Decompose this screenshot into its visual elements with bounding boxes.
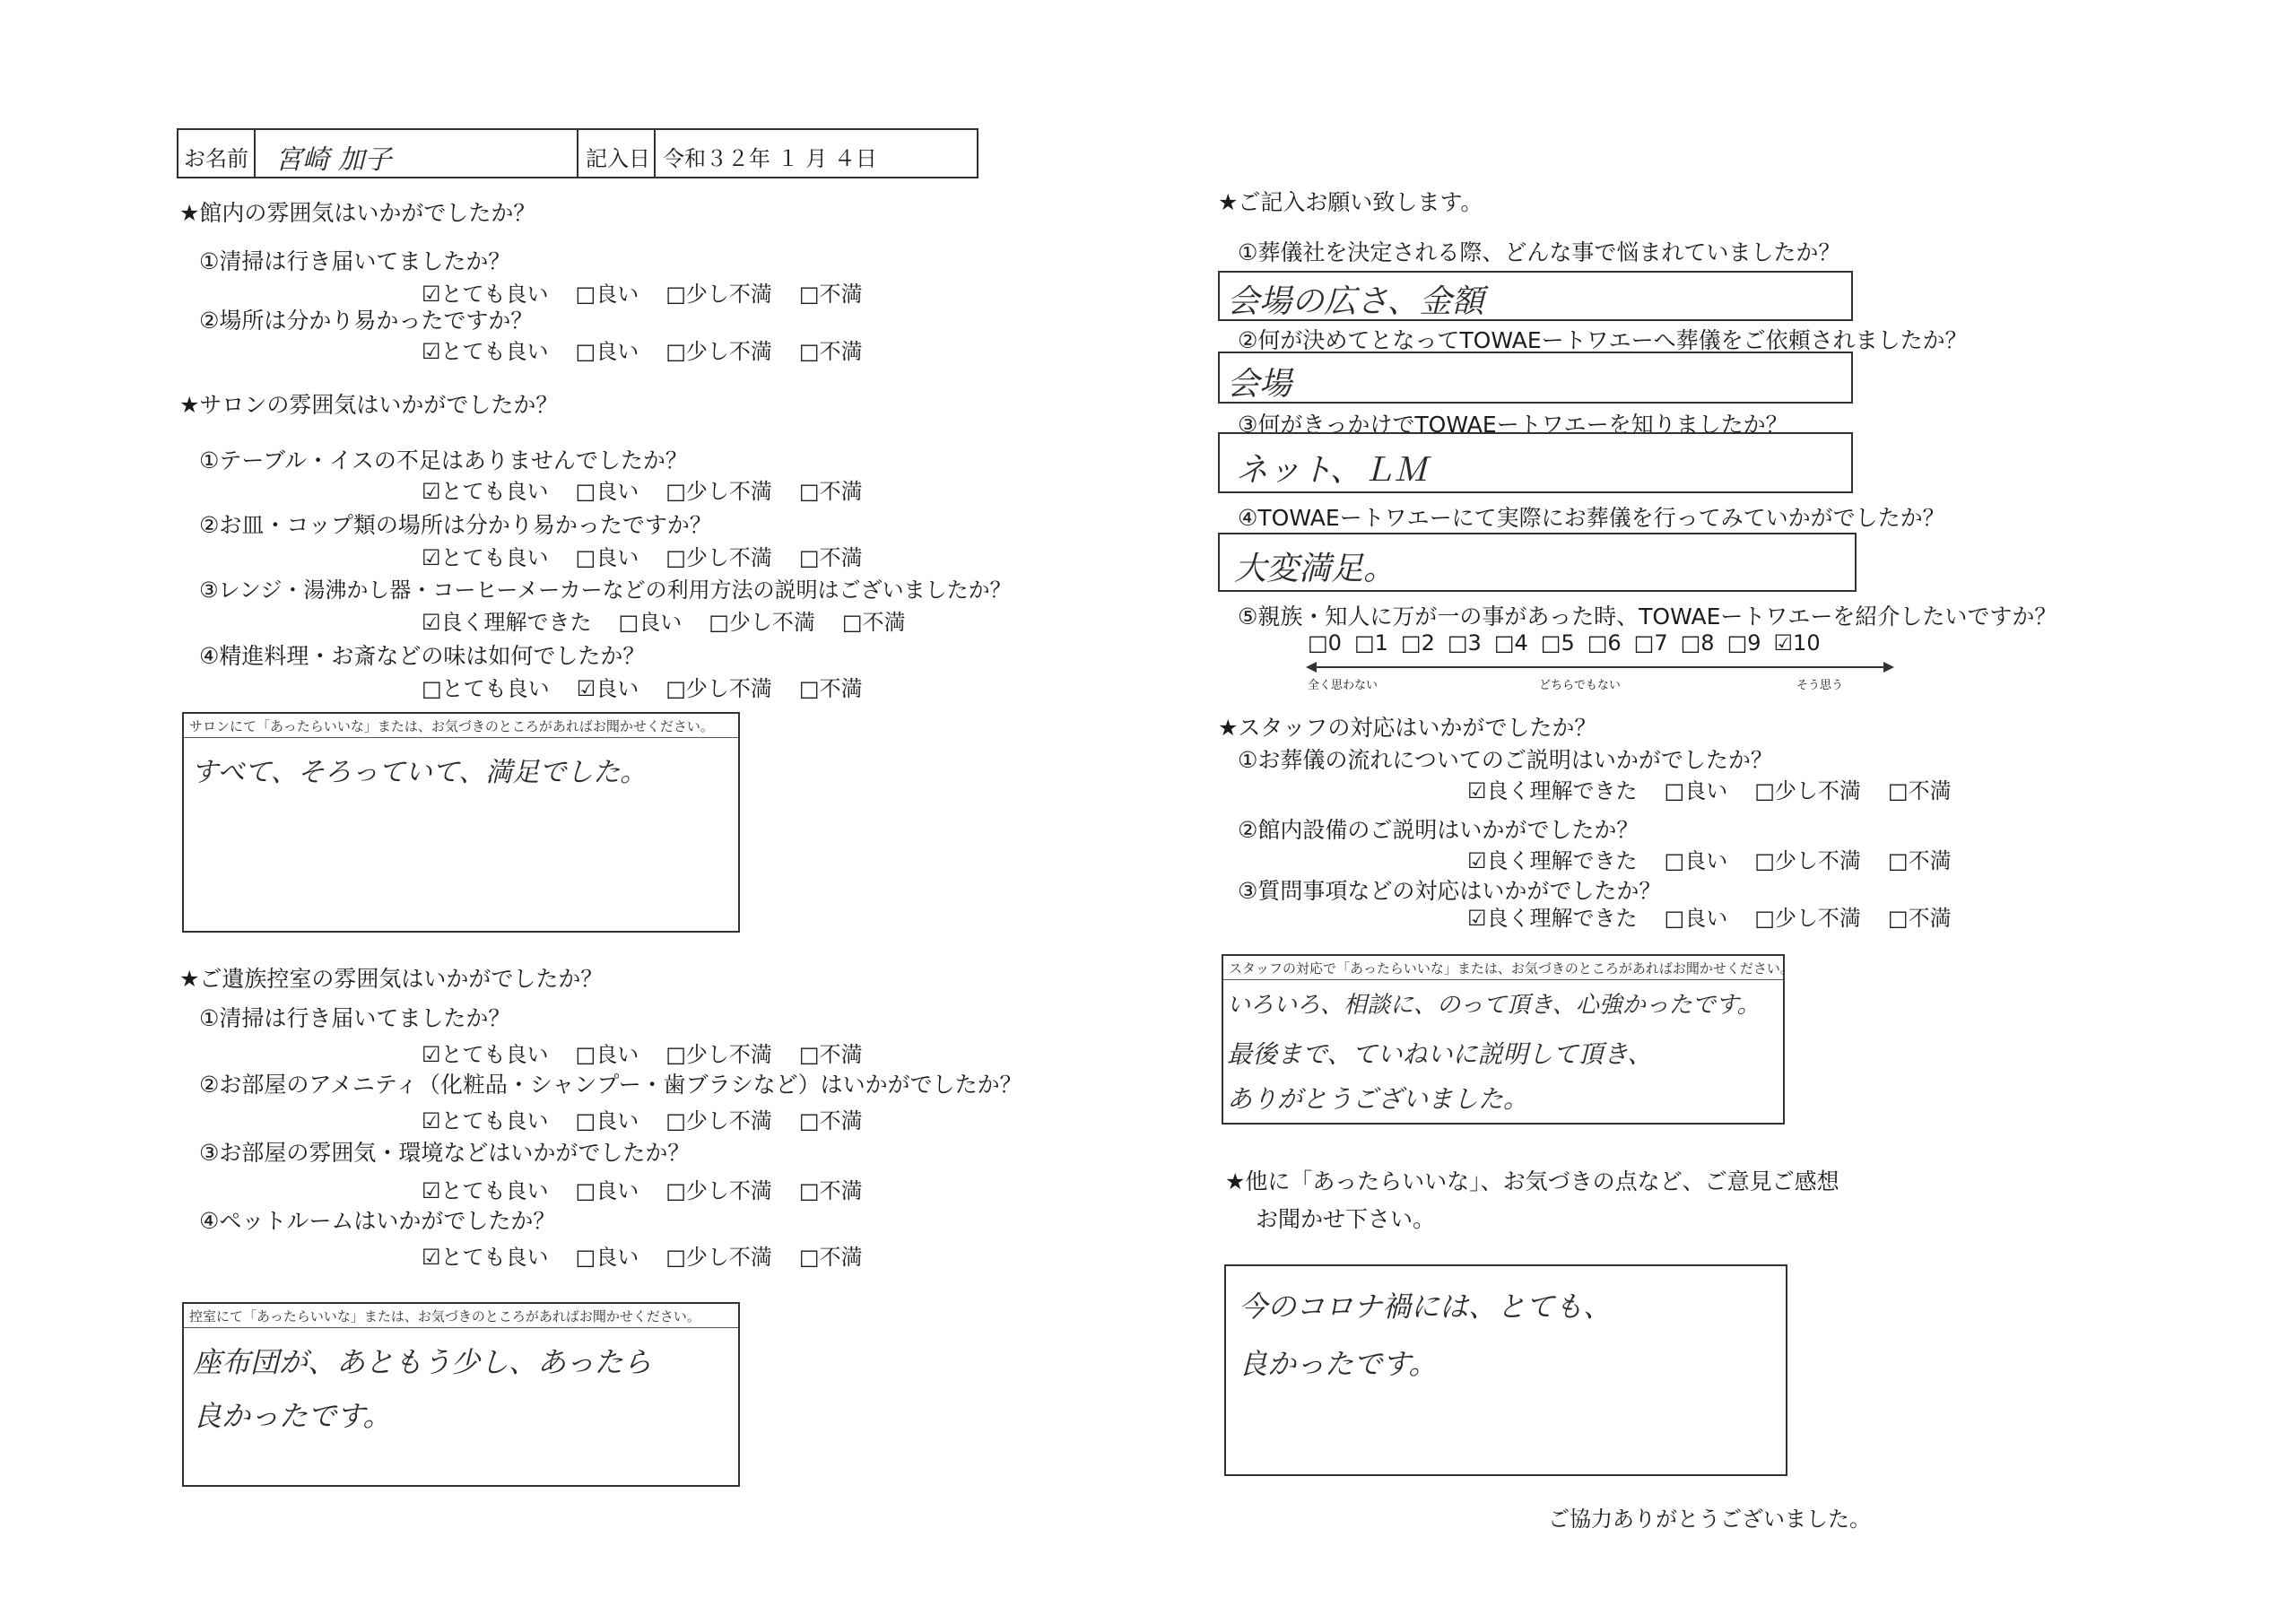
option[interactable]: ☑良い (576, 676, 639, 701)
option[interactable]: □少し不満 (1754, 778, 1861, 803)
staff-q2-answers (1467, 843, 1979, 874)
family-q1-answers (422, 1037, 890, 1068)
option[interactable]: □不満 (798, 545, 863, 570)
option[interactable]: □少し不満 (665, 1178, 772, 1203)
staff-q2: ②館内設備のご説明はいかがでしたか？ (1238, 817, 1639, 843)
salon-q1: ①テーブル・イスの不足はありませんでしたか？ (199, 447, 688, 473)
option[interactable]: □不満 (841, 610, 906, 635)
option[interactable]: □不満 (798, 1245, 863, 1270)
option[interactable]: □不満 (798, 1178, 863, 1203)
scale-option[interactable]: ☑10 (1773, 630, 1821, 656)
caption-divider (184, 1327, 738, 1328)
family-q4-answers (422, 1239, 890, 1271)
salon-q4: ④精進料理・お斎などの味は如何でしたか？ (199, 643, 646, 669)
option[interactable]: □少し不満 (665, 1245, 772, 1270)
scale-option[interactable]: □0 (1308, 630, 1342, 656)
option[interactable]: ☑とても良い (422, 1178, 549, 1203)
salon-q2-answers (422, 540, 890, 571)
salon-comment-text: すべて、そろっていて、満足でした。 (191, 757, 648, 788)
option[interactable]: □少し不満 (665, 676, 772, 701)
staff-section-title: ★スタッフの対応はいかがでしたか？ (1218, 715, 1597, 741)
arrow-left-icon (1306, 662, 1317, 673)
scale-option[interactable]: □9 (1726, 630, 1761, 656)
option[interactable]: ☑とても良い (422, 479, 549, 504)
other-comment-line1: 今のコロナ禍には、とても、 (1239, 1290, 1613, 1324)
option[interactable]: □不満 (798, 1108, 863, 1133)
option[interactable]: □良い (1664, 778, 1728, 803)
request-a2-box[interactable] (1218, 352, 1853, 404)
option[interactable]: □不満 (1887, 778, 1952, 803)
salon-q3-answers (422, 604, 933, 636)
family-q2-answers (422, 1103, 890, 1134)
hall-q2-answers (422, 334, 890, 365)
option[interactable]: □少し不満 (709, 610, 815, 635)
caption-divider (184, 737, 738, 738)
recommend-scale (1308, 630, 1900, 692)
staff-comment-box[interactable] (1222, 954, 1794, 1125)
option[interactable]: □不満 (798, 479, 863, 504)
staff-q1-answers (1467, 773, 1979, 804)
salon-comment-caption: サロンにて「あったらいいな」または、お気づきのところがあればお聞かせください。 (189, 718, 714, 734)
salon-q1-answers (422, 473, 890, 505)
option[interactable]: ☑良く理解できた (1467, 778, 1638, 803)
request-a3-box[interactable] (1218, 432, 1853, 493)
scale-option[interactable]: □7 (1633, 630, 1668, 656)
option[interactable]: □良い (1664, 906, 1728, 931)
option[interactable]: □良い (575, 339, 639, 364)
option[interactable]: □良い (575, 479, 639, 504)
scale-option[interactable]: □4 (1493, 630, 1528, 656)
name-label: お名前 (184, 146, 248, 171)
other-comment-box[interactable] (1224, 1264, 1787, 1476)
salon-q3: ③レンジ・湯沸かし器・コーヒーメーカーなどの利用方法の説明はございましたか？ (199, 578, 1012, 603)
option[interactable]: ☑良く理解できた (1467, 848, 1638, 873)
option[interactable]: □良い (575, 1178, 639, 1203)
header-table (177, 128, 978, 178)
scale-option[interactable]: □2 (1400, 630, 1435, 656)
salon-section-title: ★サロンの雰囲気はいかがでしたか？ (179, 392, 559, 418)
staff-comment-line2: 最後まで、ていねいに説明して頂き、 (1227, 1039, 1653, 1069)
scale-label-mid: どちらでもない (1539, 679, 1621, 692)
option[interactable]: □少し不満 (665, 1108, 772, 1133)
option[interactable]: ☑とても良い (422, 1108, 549, 1133)
option[interactable]: ☑良く理解できた (1467, 906, 1638, 931)
staff-q1: ①お葬儀の流れについてのご説明はいかがでしたか？ (1238, 747, 1773, 773)
hall-q2: ②場所は分かり易かったですか？ (199, 308, 534, 334)
request-a2: 会場 (1227, 366, 1292, 403)
option[interactable]: ☑とても良い (422, 339, 549, 364)
scale-option[interactable]: □3 (1447, 630, 1482, 656)
option[interactable]: □良い (575, 1245, 639, 1270)
option[interactable]: □不満 (798, 1042, 863, 1067)
option[interactable]: □少し不満 (665, 339, 772, 364)
scale-option[interactable]: □5 (1540, 630, 1575, 656)
request-q3: ③何がきっかけでTOWAEートワエーを知りましたか？ (1238, 412, 1788, 438)
staff-comment-caption: スタッフの対応で「あったらいいな」または、お気づきのところがあればお聞かせください。 (1229, 960, 1794, 977)
thanks-message: ご協力ありがとうございました。 (1548, 1507, 1871, 1532)
option[interactable]: ☑とても良い (422, 1042, 549, 1067)
salon-comment-box[interactable] (182, 712, 740, 933)
scale-option[interactable]: □8 (1680, 630, 1715, 656)
caption-divider (1223, 979, 1783, 980)
staff-q3-answers (1467, 900, 1979, 932)
request-q1: ①葬儀社を決定される際、どんな事で悩まれていましたか？ (1238, 239, 1841, 265)
family-comment-caption: 控室にて「あったらいいな」または、お気づきのところがあればお聞かせください。 (189, 1308, 700, 1324)
family-q3-answers (422, 1173, 890, 1204)
other-section-title: ★他に「あったらいいな」、お気づきの点など、ご意見ご感想 (1225, 1168, 1839, 1194)
request-q5: ⑤親族・知人に万が一の事があった時、TOWAEートワエーを紹介したいですか？ (1238, 604, 2057, 630)
option[interactable]: □良い (1664, 848, 1728, 873)
family-q1: ①清掃は行き届いてましたか？ (199, 1005, 511, 1031)
family-q2: ②お部屋のアメニティ（化粧品・シャンプー・歯ブラシなど）はいかがでしたか？ (199, 1072, 1022, 1098)
option[interactable]: □不満 (1887, 906, 1952, 931)
option[interactable]: □少し不満 (665, 545, 772, 570)
option[interactable]: □少し不満 (665, 1042, 772, 1067)
option[interactable]: □少し不満 (1754, 848, 1861, 873)
date-value: 令和３２年 １ 月 ４日 (663, 146, 877, 171)
staff-comment-line3: ありがとうございました。 (1227, 1084, 1529, 1114)
staff-comment-line1: いろいろ、相談に、のって頂き、心強かったです。 (1227, 992, 1761, 1019)
name-label-cell (178, 130, 256, 177)
option[interactable]: □良い (575, 1042, 639, 1067)
staff-q3: ③質問事項などの対応はいかがでしたか？ (1238, 878, 1662, 904)
option[interactable]: ☑とても良い (422, 545, 549, 570)
option[interactable]: □少し不満 (1754, 906, 1861, 931)
other-comment-line2: 良かったです。 (1239, 1347, 1438, 1381)
option[interactable]: ☑良く理解できた (422, 610, 592, 635)
option[interactable]: □不満 (798, 676, 863, 701)
hall-q1: ①清掃は行き届いてましたか？ (199, 248, 511, 274)
option[interactable]: □不満 (798, 339, 863, 364)
other-section-subtitle: お聞かせ下さい。 (1256, 1206, 1436, 1232)
option[interactable]: □良い (618, 610, 683, 635)
request-a1: 会場の広さ、金額 (1227, 283, 1484, 320)
family-q3: ③お部屋の雰囲気・環境などはいかがでしたか？ (199, 1140, 691, 1166)
scale-arrow (1308, 666, 1891, 668)
arrow-right-icon (1883, 662, 1894, 673)
hall-section-title: ★館内の雰囲気はいかがでしたか？ (179, 200, 536, 226)
scale-label-right: そう思う (1796, 679, 1844, 692)
option[interactable]: ☑とても良い (422, 282, 549, 307)
option[interactable]: □少し不満 (665, 282, 772, 307)
option[interactable]: □良い (575, 282, 639, 307)
family-section-title: ★ご遺族控室の雰囲気はいかがでしたか？ (179, 966, 604, 992)
family-q4: ④ペットルームはいかがでしたか？ (199, 1208, 556, 1234)
option[interactable]: ☑とても良い (422, 1245, 549, 1270)
option[interactable]: □少し不満 (665, 479, 772, 504)
request-q4: ④TOWAEートワエーにて実際にお葬儀を行ってみていかがでしたか？ (1238, 505, 1945, 531)
name-value: 宮崎 加子 (275, 144, 392, 176)
date-label-cell (578, 130, 656, 177)
family-comment-box[interactable] (182, 1302, 740, 1487)
option[interactable]: □とても良い (422, 676, 550, 701)
request-a3: ネット、ＬＭ (1236, 452, 1427, 489)
request-a4: 大変満足。 (1234, 551, 1396, 587)
request-q2: ②何が決めてとなってTOWAEートワエーへ葬儀をご依頼されましたか？ (1238, 327, 1968, 353)
request-a1-box[interactable] (1218, 271, 1853, 321)
option[interactable]: □良い (575, 545, 639, 570)
date-label: 記入日 (586, 146, 650, 171)
option[interactable]: □良い (575, 1108, 639, 1133)
option[interactable]: □不満 (798, 282, 863, 307)
scale-label-left: 全く思わない (1308, 679, 1378, 692)
salon-q4-answers (422, 671, 890, 702)
scale-option[interactable]: □1 (1353, 630, 1388, 656)
request-section-title: ★ご記入お願い致します。 (1218, 189, 1483, 215)
scale-option[interactable]: □6 (1587, 630, 1622, 656)
option[interactable]: □不満 (1887, 848, 1952, 873)
request-a4-box[interactable] (1218, 533, 1857, 592)
family-comment-line1: 座布団が、あともう少し、あったら (193, 1345, 652, 1379)
salon-q2: ②お皿・コップ類の場所は分かり易かったですか？ (199, 512, 712, 538)
scale-options (1308, 630, 1900, 656)
family-comment-line2: 良かったです。 (193, 1399, 392, 1433)
name-value-cell (256, 130, 578, 177)
